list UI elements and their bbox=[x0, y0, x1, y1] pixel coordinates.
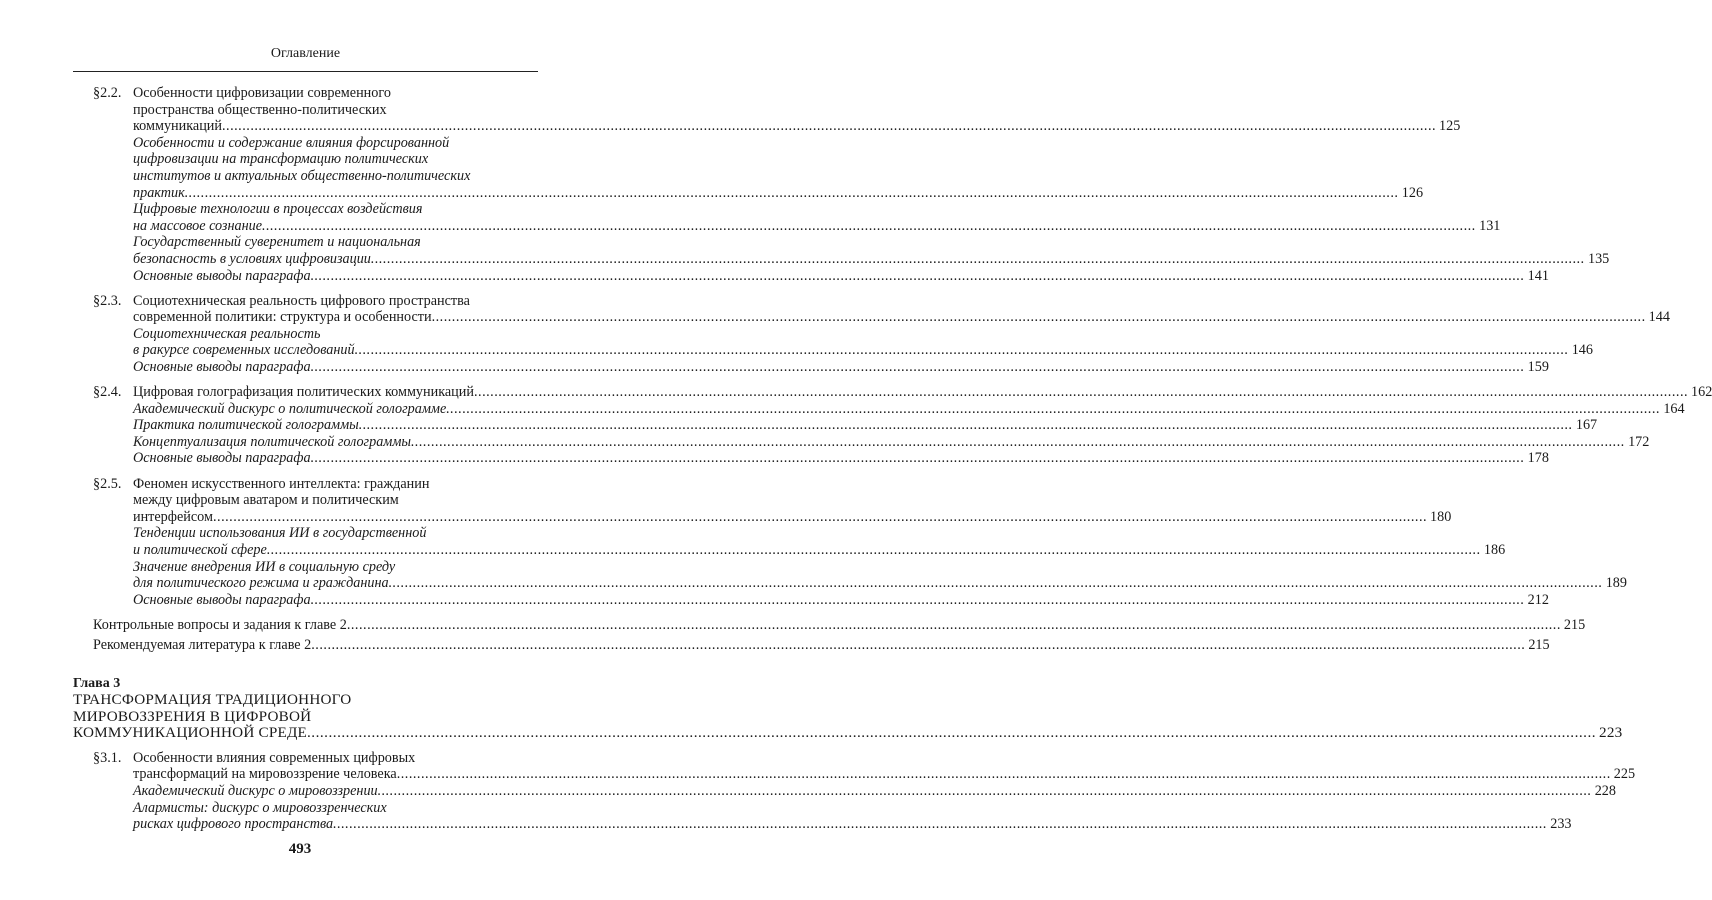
entry-line bbox=[133, 85, 534, 102]
section-body bbox=[133, 292, 1670, 376]
entry-line bbox=[133, 234, 534, 251]
entry-line bbox=[133, 508, 1452, 526]
entry-text: Практика политической голограммы bbox=[133, 417, 359, 434]
dot-leader: ............................................................................................................................................................................................................................................................................................................ bbox=[354, 342, 1569, 359]
page-number: 144 bbox=[1648, 309, 1670, 326]
toc-subsection[interactable] bbox=[133, 400, 1685, 418]
toc-subsection[interactable] bbox=[133, 267, 1549, 285]
page-number: 146 bbox=[1571, 342, 1593, 359]
entry-line bbox=[133, 151, 534, 168]
entry-text: Социотехническая реальность bbox=[133, 325, 321, 342]
entry-line bbox=[133, 250, 1610, 268]
dot-leader: ............................................................................................................................................................................................................................................................................................................ bbox=[333, 816, 1548, 833]
entry-text: в ракурсе современных исследований bbox=[133, 342, 355, 359]
section-body bbox=[133, 749, 1636, 833]
entry-text: интерфейсом bbox=[133, 508, 213, 525]
entry-text: Феномен искусственного интеллекта: гражданин bbox=[133, 475, 430, 492]
dot-leader: ............................................................................................................................................................................................................................................................................................................ bbox=[310, 591, 1525, 608]
entry-line bbox=[133, 750, 534, 767]
entry-line bbox=[133, 184, 1424, 202]
entry-text: Цифровая голографизация политических коммуникаций bbox=[133, 384, 474, 401]
entry-text: Социотехническая реальность цифрового пространства bbox=[133, 292, 470, 309]
entry-text: практик bbox=[133, 184, 185, 201]
dot-leader: ............................................................................................................................................................................................................................................................................................................ bbox=[212, 508, 1428, 525]
entry-text: Государственный суверенитет и национальная bbox=[133, 234, 421, 251]
entry-line bbox=[133, 384, 1712, 401]
header-rule bbox=[73, 71, 538, 72]
entry-text: пространства общественно-политических bbox=[133, 101, 387, 118]
dot-leader: ............................................................................................................................................................................................................................................................................................................ bbox=[377, 783, 1592, 800]
entry-line bbox=[133, 267, 1549, 285]
toc-subsection[interactable] bbox=[133, 591, 1549, 609]
entry-text: Значение внедрения ИИ в социальную среду bbox=[133, 558, 396, 575]
dot-leader: ............................................................................................................................................................................................................................................................................................................ bbox=[358, 417, 1573, 434]
entry-line bbox=[133, 525, 534, 542]
page-number: 172 bbox=[1628, 433, 1650, 450]
section-number: §2.2. bbox=[93, 85, 122, 101]
toc-subsection[interactable] bbox=[133, 325, 1593, 359]
table-of-contents bbox=[73, 85, 1712, 841]
toc-subsection[interactable] bbox=[133, 417, 1598, 434]
entry-text: коммуникаций bbox=[133, 118, 222, 135]
chapter-title-line: КОММУНИКАЦИОННОЙ СРЕДЕ bbox=[73, 724, 307, 742]
chapter-label: Глава 3 bbox=[73, 675, 121, 691]
page-number: 125 bbox=[1439, 118, 1461, 135]
section-number: §3.1. bbox=[93, 749, 122, 766]
running-head: Оглавление bbox=[270, 46, 341, 61]
toc-section[interactable] bbox=[73, 749, 1636, 833]
chapter-2-sections bbox=[73, 85, 1712, 608]
entry-line bbox=[133, 326, 534, 343]
entry-text: безопасность в условиях цифровизации bbox=[133, 250, 371, 267]
chapter-2-extras bbox=[73, 616, 1586, 654]
dot-leader: ............................................................................................................................................................................................................................................................................................................ bbox=[431, 309, 1646, 326]
entry-text: цифровизации на трансформацию политических bbox=[133, 151, 429, 168]
entry-line bbox=[133, 309, 1670, 326]
entry-text: между цифровым аватаром и политическим bbox=[133, 492, 399, 509]
dot-leader: ............................................................................................................................................................................................................................................................................................................ bbox=[396, 766, 1611, 783]
toc-subsection[interactable] bbox=[133, 134, 1424, 201]
page-number: 233 bbox=[1550, 816, 1572, 833]
toc-subsection[interactable] bbox=[133, 450, 1549, 467]
entry-text: на массовое сознание bbox=[133, 217, 263, 234]
page-number: 131 bbox=[1479, 217, 1501, 234]
page-number: 164 bbox=[1663, 400, 1685, 417]
section-number: §2.4. bbox=[93, 384, 122, 401]
section-body bbox=[133, 85, 1610, 284]
page-number: 135 bbox=[1587, 250, 1610, 267]
toc-subsection[interactable] bbox=[133, 525, 1506, 558]
entry-text: Контрольные вопросы и задания к главе 2 bbox=[93, 616, 347, 633]
entry-line bbox=[133, 766, 1636, 783]
page-number: 162 bbox=[1691, 384, 1712, 401]
toc-subsection[interactable] bbox=[133, 799, 1572, 833]
page-number: 223 bbox=[1599, 724, 1623, 742]
entry-text: Рекомендуемая литература к главе 2 bbox=[93, 636, 312, 653]
entry-line bbox=[133, 359, 1549, 376]
page-number: 159 bbox=[1527, 359, 1549, 375]
entry-text: Алармисты: дискурс о мировоззренческих bbox=[133, 799, 387, 816]
entry-line bbox=[133, 217, 1501, 235]
entry-line bbox=[133, 559, 534, 576]
entry-text: Цифровые технологии в процессах воздействия bbox=[133, 201, 423, 218]
page-number: 215 bbox=[1563, 616, 1586, 633]
toc-extra-entry[interactable] bbox=[73, 616, 1586, 634]
section-body bbox=[133, 475, 1627, 609]
dot-leader: ............................................................................................................................................................................................................................................................................................................ bbox=[346, 616, 1561, 633]
entry-line bbox=[133, 783, 1616, 800]
dot-leader: ............................................................................................................................................................................................................................................................................................................ bbox=[370, 250, 1585, 267]
entry-line bbox=[133, 433, 1650, 451]
dot-leader: ............................................................................................................................................................................................................................................................................................................ bbox=[310, 267, 1525, 284]
entry-line bbox=[133, 541, 1506, 559]
toc-subsection[interactable] bbox=[133, 234, 1610, 267]
dot-leader: ............................................................................................................................................................................................................................................................................................................ bbox=[221, 118, 1437, 135]
toc-subsection[interactable] bbox=[133, 558, 1627, 592]
section-number: §2.3. bbox=[93, 292, 122, 309]
entry-text: Академический дискурс о политической голограмме bbox=[133, 400, 447, 417]
page-number: 189 bbox=[1605, 575, 1627, 592]
dot-leader: ............................................................................................................................................................................................................................................................................................................ bbox=[311, 636, 1526, 653]
page-folio: 493 bbox=[288, 841, 312, 857]
entry-line bbox=[133, 135, 534, 152]
toc-subsection[interactable] bbox=[133, 433, 1650, 451]
dot-leader: ............................................................................................................................................................................................................................................................................................................ bbox=[411, 433, 1626, 450]
section-body bbox=[133, 384, 1712, 467]
toc-subsection[interactable] bbox=[133, 359, 1549, 376]
entry-line bbox=[133, 591, 1549, 609]
entry-text: для политического режима и гражданина bbox=[133, 575, 389, 592]
entry-text: Концептуализация политической голограммы bbox=[133, 433, 411, 450]
entry-line bbox=[133, 417, 1598, 434]
entry-line bbox=[133, 575, 1627, 592]
toc-subsection[interactable] bbox=[133, 201, 1501, 234]
toc-section[interactable] bbox=[73, 384, 1712, 467]
chapter-title-line: МИРОВОЗЗРЕНИЯ В ЦИФРОВОЙ bbox=[73, 707, 312, 725]
entry-text: Основные выводы параграфа bbox=[133, 450, 311, 467]
entry-text: Академический дискурс о мировоззрении bbox=[133, 783, 378, 800]
entry-text: Основные выводы параграфа bbox=[133, 267, 311, 284]
chapter-3-sections bbox=[73, 749, 1636, 833]
entry-text: трансформаций на мировоззрение человека bbox=[133, 766, 397, 783]
entry-text: Особенности влияния современных цифровых bbox=[133, 749, 416, 766]
chapter-title-line: ТРАНСФОРМАЦИЯ ТРАДИЦИОННОГО bbox=[73, 691, 352, 709]
entry-text: и политической сфере bbox=[133, 541, 267, 558]
entry-line bbox=[133, 800, 534, 817]
page-number: 141 bbox=[1527, 267, 1549, 284]
page-number: 126 bbox=[1401, 184, 1424, 201]
entry-line bbox=[133, 293, 534, 310]
page-number: 180 bbox=[1430, 508, 1452, 525]
toc-section[interactable] bbox=[73, 292, 1670, 376]
entry-text: институтов и актуальных общественно-политических bbox=[133, 167, 471, 184]
dot-leader: ............................................................................................................................................................................................................................................................................................................ bbox=[262, 217, 1477, 234]
dot-leader: ............................................................................................................................................................................................................................................................................................................ bbox=[310, 359, 1525, 375]
entry-text: Тенденции использования ИИ в государственной bbox=[133, 525, 427, 542]
chapter-3-heading[interactable] bbox=[73, 675, 1623, 742]
dot-leader: ............................................................................................................................................................................................................................................................................................................ bbox=[446, 400, 1661, 417]
toc-subsection[interactable] bbox=[133, 783, 1616, 800]
entry-line bbox=[133, 342, 1593, 359]
dot-leader: ............................................................................................................................................................................................................................................................................................................ bbox=[388, 575, 1603, 592]
page-number: 178 bbox=[1527, 450, 1549, 467]
entry-line bbox=[133, 102, 534, 119]
entry-text: Особенности и содержание влияния форсированной bbox=[133, 134, 450, 151]
entry-line bbox=[133, 492, 534, 509]
page-number: 186 bbox=[1483, 541, 1506, 558]
entry-text: Основные выводы параграфа bbox=[133, 359, 311, 375]
entry-text: Особенности цифровизации современного bbox=[133, 85, 391, 101]
page-number: 215 bbox=[1528, 636, 1550, 653]
toc-section[interactable] bbox=[73, 475, 1627, 609]
toc-extra-entry[interactable] bbox=[73, 636, 1550, 654]
dot-leader: ............................................................................................................................................................................................................................................................................................................ bbox=[266, 541, 1481, 558]
entry-text: современной политики: структура и особенности bbox=[133, 309, 432, 326]
dot-leader: ............................................................................................................................................................................................................................................................................................................ bbox=[184, 184, 1399, 201]
page-number: 212 bbox=[1527, 591, 1549, 608]
entry-text: Основные выводы параграфа bbox=[133, 591, 311, 608]
entry-text: рисках цифрового пространства bbox=[133, 816, 334, 833]
dot-leader: ............................................................................................................................................................................................................................................................................................................ bbox=[473, 384, 1689, 401]
toc-section[interactable] bbox=[73, 85, 1610, 284]
entry-line bbox=[133, 168, 534, 185]
entry-line bbox=[133, 476, 534, 493]
dot-leader: ............................................................................................................................................................................................................................................................................................................ bbox=[310, 450, 1525, 467]
page-number: 225 bbox=[1613, 766, 1636, 783]
entry-line bbox=[133, 201, 534, 218]
dot-leader: ............................................................................................................................................................................................................................................................................................................ bbox=[306, 724, 1597, 742]
page-number: 228 bbox=[1594, 783, 1616, 800]
page-number: 167 bbox=[1575, 417, 1598, 434]
section-number: §2.5. bbox=[93, 475, 122, 492]
entry-line bbox=[133, 450, 1549, 467]
entry-line bbox=[133, 118, 1461, 135]
entry-line bbox=[133, 400, 1685, 418]
entry-line bbox=[133, 816, 1572, 833]
